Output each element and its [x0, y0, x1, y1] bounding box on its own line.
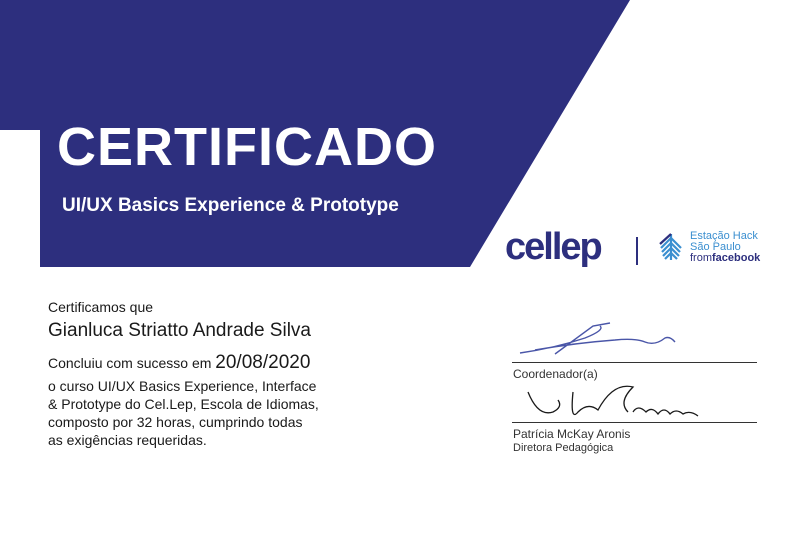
description-line: as exigências requeridas. — [48, 432, 207, 448]
recipient-name: Gianluca Striatto Andrade Silva — [48, 320, 311, 341]
certificate-title: CERTIFICADO — [57, 117, 437, 177]
completion-prefix: Concluiu com sucesso em — [48, 355, 212, 371]
estacao-hack-text — [690, 231, 760, 264]
coordinator-role: Coordenador(a) — [513, 367, 598, 381]
intro-text: Certificamos que — [48, 299, 154, 315]
description-line: composto por 32 horas, cumprindo todas — [48, 414, 303, 430]
completion-date: 20/08/2020 — [215, 352, 311, 373]
director-role: Diretora Pedagógica — [513, 442, 614, 454]
coordinator-signature — [515, 318, 685, 363]
from-facebook — [690, 253, 760, 264]
estacao-hack-line2: São Paulo — [690, 241, 741, 253]
course-subtitle: UI/UX Basics Experience & Prototype — [62, 195, 399, 216]
cellep-logo: cellep — [505, 226, 601, 268]
logo-divider — [636, 237, 638, 265]
completion-line — [48, 352, 310, 374]
coordinator-signature-line — [512, 362, 757, 363]
director-signature — [518, 372, 708, 432]
estacao-hack-line1: Estação Hack — [690, 230, 758, 242]
description-line: o curso UI/UX Basics Experience, Interface — [48, 378, 317, 394]
estacao-hack-logo-icon — [656, 232, 686, 262]
description-paragraph — [48, 377, 378, 449]
director-signature-line — [512, 422, 757, 423]
facebook-word: facebook — [712, 252, 761, 264]
description-line: & Prototype do Cel.Lep, Escola de Idiomas, — [48, 396, 319, 412]
director-name: Patrícia McKay Aronis — [513, 427, 631, 441]
from-word: from — [690, 252, 712, 264]
